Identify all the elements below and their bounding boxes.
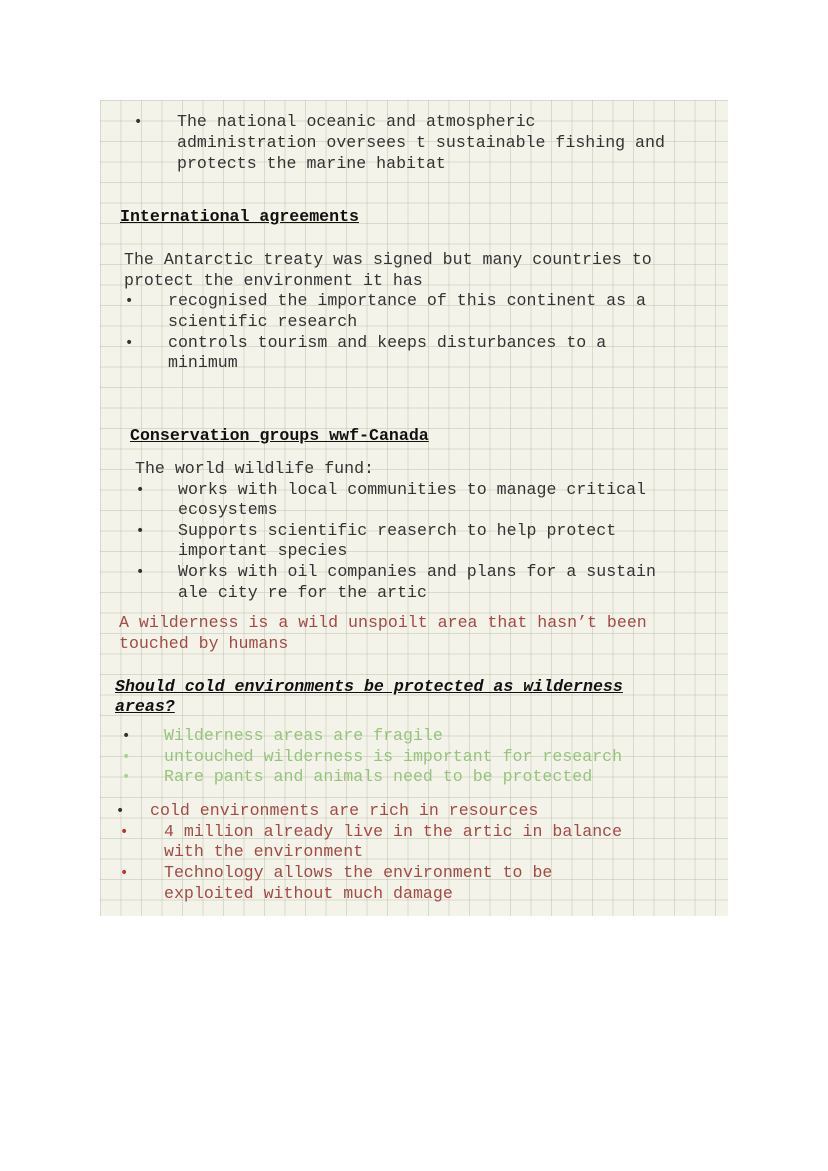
conservation-heading: Conservation groups wwf-Canada [130,426,429,445]
international-bullet-1-line-2: scientific research [168,312,358,331]
for-point-1: Wilderness areas are fragile [164,726,443,745]
bullet-marker: • [134,114,143,130]
conservation-bullet-3-line-1: Works with oil companies and plans for a sustain [178,562,656,581]
conservation-bullet-2-line-1: Supports scientific reaserch to help protect [178,521,617,540]
international-intro-2: protect the environment it has [124,271,423,290]
international-bullet-2-line-2: minimum [168,353,238,372]
conservation-bullet-3-line-2: ale city re for the artic [178,583,427,602]
international-bullet-1-line-1: recognised the importance of this continent as a [168,291,646,310]
bullet-marker: • [125,335,134,351]
conservation-bullet-2-line-2: important species [178,541,348,560]
definition-line-1: A wilderness is a wild unspoilt area that hasn’t been [119,613,647,632]
against-point-2-line-2: with the environment [164,842,364,861]
notebook-page [100,100,728,916]
bullet-marker: • [136,564,145,580]
noaa-line-2: administration oversees t sustainable fishing and [177,133,665,152]
against-point-3-line-1: Technology allows the environment to be [164,863,553,882]
bullet-marker: • [120,865,129,881]
bullet-marker: • [122,769,131,785]
bullet-marker: • [116,803,125,819]
international-intro-1: The Antarctic treaty was signed but many countries to [124,250,652,269]
international-bullet-2-line-1: controls tourism and keeps disturbances to a [168,333,607,352]
bullet-marker: • [136,482,145,498]
against-point-1: cold environments are rich in resources [150,801,539,820]
against-point-2-line-1: 4 million already live in the artic in balance [164,822,623,841]
bullet-marker: • [125,293,134,309]
question-heading-line-2: areas? [115,697,175,716]
conservation-intro: The world wildlife fund: [135,459,374,478]
noaa-line-3: protects the marine habitat [177,154,446,173]
bullet-marker: • [122,749,131,765]
definition-line-2: touched by humans [119,634,289,653]
for-point-3: Rare pants and animals need to be protected [164,767,593,786]
question-heading-line-1: Should cold environments be protected as wilderness [115,677,623,696]
bullet-marker: • [136,523,145,539]
against-point-3-line-2: exploited without much damage [164,884,453,903]
conservation-bullet-1-line-2: ecosystems [178,500,278,519]
for-point-2: untouched wilderness is important for research [164,747,623,766]
international-heading: International agreements [120,207,359,226]
bullet-marker: • [122,728,131,744]
bullet-marker: • [120,824,129,840]
conservation-bullet-1-line-1: works with local communities to manage critical [178,480,647,499]
noaa-line-1: The national oceanic and atmospheric [177,112,536,131]
